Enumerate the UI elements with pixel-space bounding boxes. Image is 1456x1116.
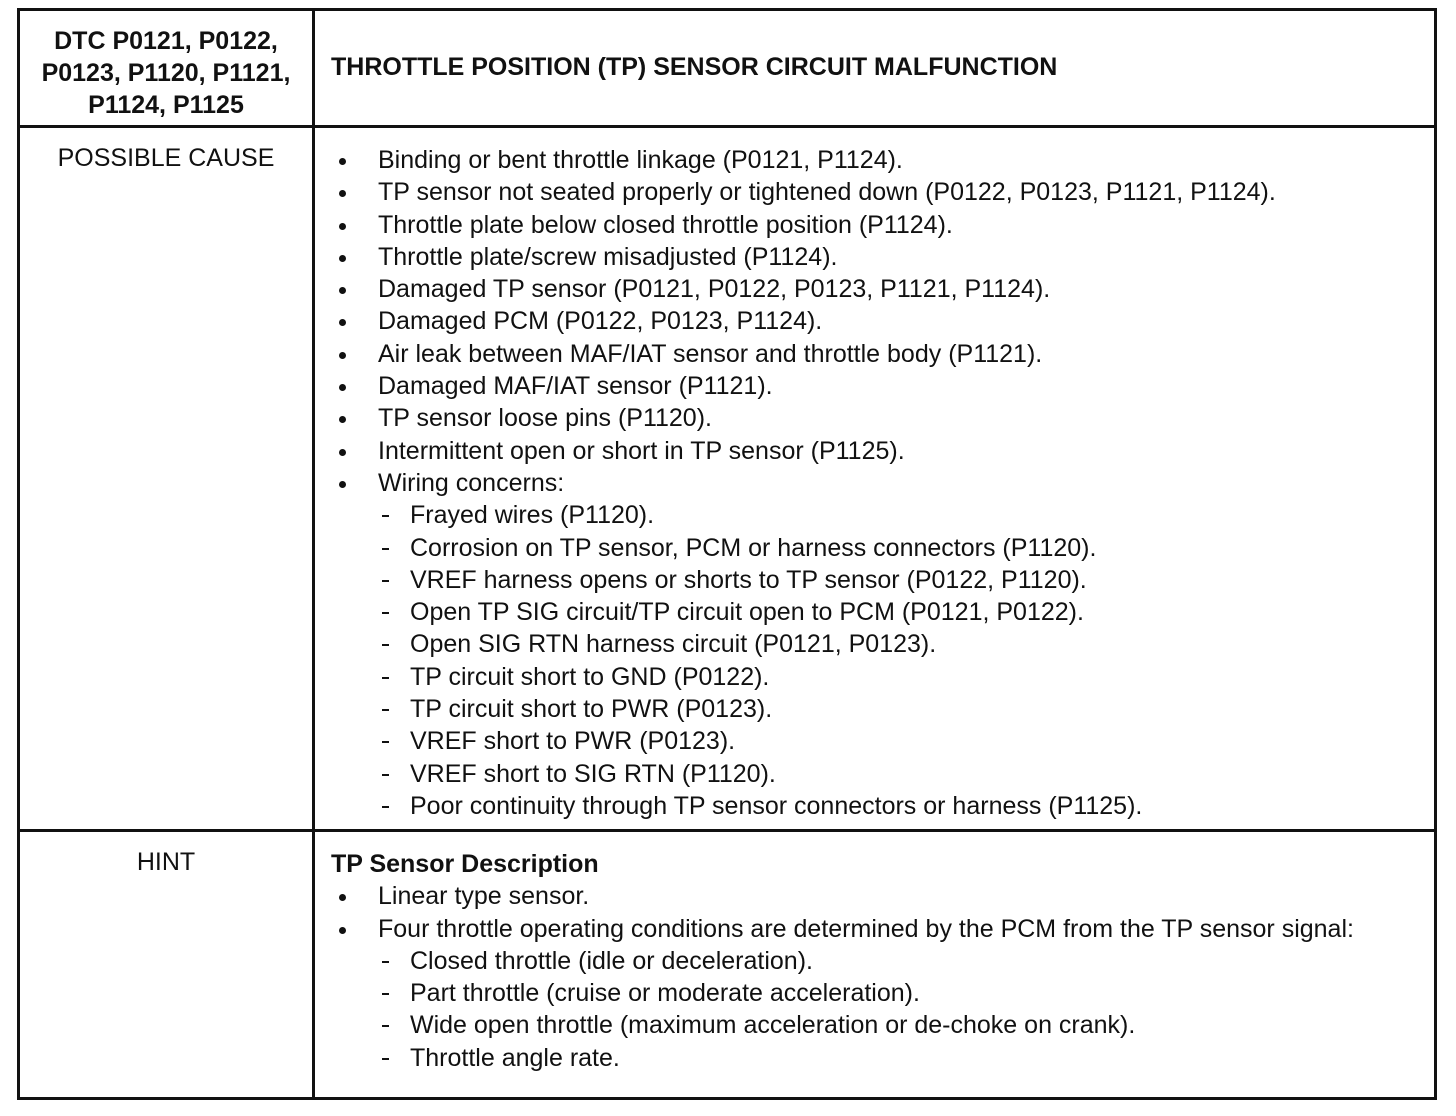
hint-label: HINT <box>136 848 196 876</box>
sub-item: TP circuit short to GND (P0122). <box>331 661 1426 693</box>
bullet-item: Throttle plate below closed throttle position (P1124). <box>331 209 1426 241</box>
sub-item: TP circuit short to PWR (P0123). <box>331 693 1426 725</box>
bullet-item: Throttle plate/screw misadjusted (P1124). <box>331 241 1426 273</box>
sub-item: VREF harness opens or shorts to TP sensor (P0122, P1120). <box>331 564 1426 596</box>
hint-list <box>331 848 1426 1074</box>
bullet-item: TP sensor not seated properly or tightened down (P0122, P0123, P1121, P1124). <box>331 176 1426 208</box>
hint-heading: TP Sensor Description <box>331 850 599 878</box>
possible-cause-content-cell <box>315 128 1434 829</box>
header-row <box>20 11 1434 128</box>
bullet-item: Damaged PCM (P0122, P0123, P1124). <box>331 305 1426 337</box>
bullet-item: Wiring concerns: <box>331 467 1426 499</box>
dtc-table <box>17 8 1437 1100</box>
bullet-item: Damaged MAF/IAT sensor (P1121). <box>331 370 1426 402</box>
sub-item: Frayed wires (P1120). <box>331 499 1426 531</box>
sub-item: Closed throttle (idle or deceleration). <box>331 945 1426 977</box>
sub-item: VREF short to PWR (P0123). <box>331 725 1426 757</box>
sub-item: Corrosion on TP sensor, PCM or harness connectors (P1120). <box>331 532 1426 564</box>
dtc-line: DTC P0121, P0122, <box>54 27 278 55</box>
hint-label-cell <box>20 832 315 1097</box>
bullet-item: Damaged TP sensor (P0121, P0122, P0123, P1121, P1124). <box>331 273 1426 305</box>
sub-item: Part throttle (cruise or moderate acceleration). <box>331 977 1426 1009</box>
hint-row <box>20 832 1434 1097</box>
dtc-code-cell <box>20 11 315 125</box>
dtc-line: P0123, P1120, P1121, <box>41 59 291 87</box>
possible-cause-label-cell <box>20 128 315 829</box>
possible-cause-label: POSSIBLE CAUSE <box>57 144 275 172</box>
bullet-item: Binding or bent throttle linkage (P0121, P1124). <box>331 144 1426 176</box>
page-title: THROTTLE POSITION (TP) SENSOR CIRCUIT MALFUNCTION <box>331 53 1058 81</box>
sub-item: Wide open throttle (maximum acceleration or de-choke on crank). <box>331 1009 1426 1041</box>
possible-cause-row <box>20 128 1434 832</box>
sub-item: Poor continuity through TP sensor connectors or harness (P1125). <box>331 790 1426 822</box>
dtc-line: P1124, P1125 <box>88 91 244 119</box>
bullet-item: Air leak between MAF/IAT sensor and throttle body (P1121). <box>331 338 1426 370</box>
hint-content-cell <box>315 832 1434 1097</box>
possible-cause-list <box>331 144 1426 822</box>
sub-item: Throttle angle rate. <box>331 1042 1426 1074</box>
bullet-item: Linear type sensor. <box>331 880 1426 912</box>
title-cell <box>315 11 1434 125</box>
sub-item: Open TP SIG circuit/TP circuit open to PCM (P0121, P0122). <box>331 596 1426 628</box>
bullet-item: Intermittent open or short in TP sensor (P1125). <box>331 435 1426 467</box>
dtc-codes <box>20 25 312 121</box>
bullet-item: TP sensor loose pins (P1120). <box>331 402 1426 434</box>
bullet-item: Four throttle operating conditions are determined by the PCM from the TP sensor signal: <box>331 913 1426 945</box>
sub-item: VREF short to SIG RTN (P1120). <box>331 758 1426 790</box>
sub-item: Open SIG RTN harness circuit (P0121, P0123). <box>331 628 1426 660</box>
